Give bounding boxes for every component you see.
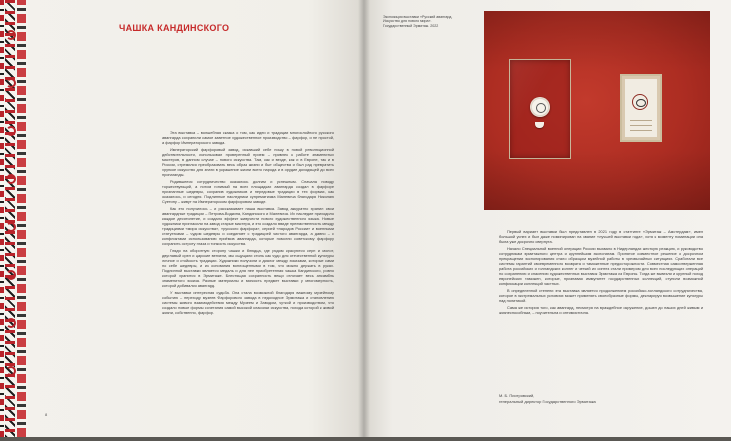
- page-number: 8: [45, 412, 48, 417]
- signature-block: [499, 393, 596, 404]
- signature-role: генеральный директор Государственного Эрмитажа: [499, 398, 596, 404]
- paragraph: Императорский фарфоровый завод, искавший себе нишу в новой революционной действительности, использовал проверенный прием – привлек к работе знаменитых мастеров, в данном случае – нового искусства. Там, как и везде, как и в Европе, так и в России, стремился преобразовать весь образ жизни и быт общества и был рад превратить хрупкое искусство для знати в украшение жизни всего народа и в орудие доходящей до всех пропаганды.: [162, 147, 334, 177]
- left-text-column: [162, 130, 334, 317]
- paragraph: В определенной степени эта выставка является продолжением российско-голландского сотрудничества, которое в экстремальных условиях может применять своеобразные формы, декларируя возвышение культуры над политикой.: [499, 288, 703, 303]
- table-surface: [0, 437, 731, 441]
- article-title: ЧАШКА КАНДИНСКОГО: [119, 23, 230, 33]
- right-text-column: [499, 229, 703, 317]
- book-gutter: [358, 0, 370, 437]
- paragraph: Эта выставка – волшебная сказка о том, как идеи и традиции многослойного русского авангарда сохранили самое заветное художественное производство – фарфор, и не простой, а фарфор Императорского завода.: [162, 130, 334, 145]
- paragraph: Первый вариант выставки был представлен в 2021 году в статтинге «Эрмитаж – Амстердам», имел большой успех и был даже номинирован на звание «лучшей выставки года», хотя к моменту номинации она была уже досрочно свернута.: [499, 229, 703, 244]
- photo-caption: Экспозиция выставки «Русский авангард. Искусство для нового мира». Государственный Эрмитаж. 2022: [383, 15, 453, 28]
- paragraph: У выставки интересная судьба. Она стала возможной благодаря важному музейному событию – переходу музеев Фарфорового завода в недоходное Эрмитажа и становлению системы живого взаимодействия между Музеем и Заводом, чуткой и производством, что создало новые формы сочетания самой высокой классики искусства, похода которой к живой жизни, собственно, фарфор.: [162, 290, 334, 315]
- paragraph: Начало Специальной военной операции России вызвало в Нидерландах жесткую реакцию, и руководство сотрудникам эрмитажного центра и крупнейшим экспонатам. Принятое совместное решение о досрочном прекращении экспонирования стало образцом музейной работы в чрезвычайных ситуациях. Сработали все системы гарантий своевременного возврата и таможенные предосторожности. Совместная самоотверженная работа российских и голландских коллег и четкий их синтез стали примером для всех последующих операций по сохранению и спасению художественных выставок Эрмитажа из Европы. Тогда же вывезли и крупный поход европейских таможен, которые, признавая иммунитет государственных коллекций, ступили возможной конфискации коллекций частных.: [499, 246, 703, 286]
- ornamental-border: [0, 0, 28, 437]
- paragraph: Сама же история того, как авангард, несмотря на враждебное окружение, дошел до наших дней живым и жизнеспособным, – поучительна и оптимистична.: [499, 305, 703, 315]
- paragraph: Родившееся сотрудничество оказалось долгим и успешным. Сначала поводу торжествующий, а потом гонимый на всех площадках авангарда создал в фарфоре признанные шедевры, сохранив художников и передовые традиции в тех формах, как оказалось, и сегодня. Подлинные наследники супрематизма Малевича благодаря Николаю Суетину – живут на Императорском фарфоровом заводе.: [162, 179, 334, 204]
- exhibition-photo: [484, 11, 710, 210]
- left-page: [0, 0, 363, 437]
- paragraph: Глядя на оборотную сторону чашки и блюдца, где рядом красуются серп и молот, двуглавый орел и царские вензели, мы ощущали стиль как чудо для отечественной культуры личное и стойкость традиции. Художники получили и диалог между эскизами, которые сами по себе шедевры, и из основания воплощенными в том, что можно держать в руках. Подлинной выставки является медаль и для нее приобретенная чашка Кандинского, ровно которой хранится в Эрмитаже. Блестящая сохранность вещи отличает весь ансамбль знаменитого эскиза. Разные материалы и мягкость предмет выставки у многомерность, которой добивался авангард.: [162, 248, 334, 288]
- paragraph: Как это получилось – и рассказывает наша выставка. Завод аккуратно хранил свои авангардные традиции – Петрова-Водкина, Кандинского и Малевича. Их наследие приходило каждое десятилетие, и создало эффект живучести нового художественного языка. Новые художники пригласили на завод старые мастера, и это создало ввиде преемственность между традициями «мира искусства», «русского фарфора», серией «народов России» и военными статуэтками – чудом шедевры и соединяет с традицией чистого авангарда, а давно – с конфликтами использованию приёмов авангарда, которые помогли советскому фарфору сохранить остроту глаза и тонкость искусства.: [162, 206, 334, 246]
- signature-name: М. Б. Пиотровский,: [499, 393, 535, 398]
